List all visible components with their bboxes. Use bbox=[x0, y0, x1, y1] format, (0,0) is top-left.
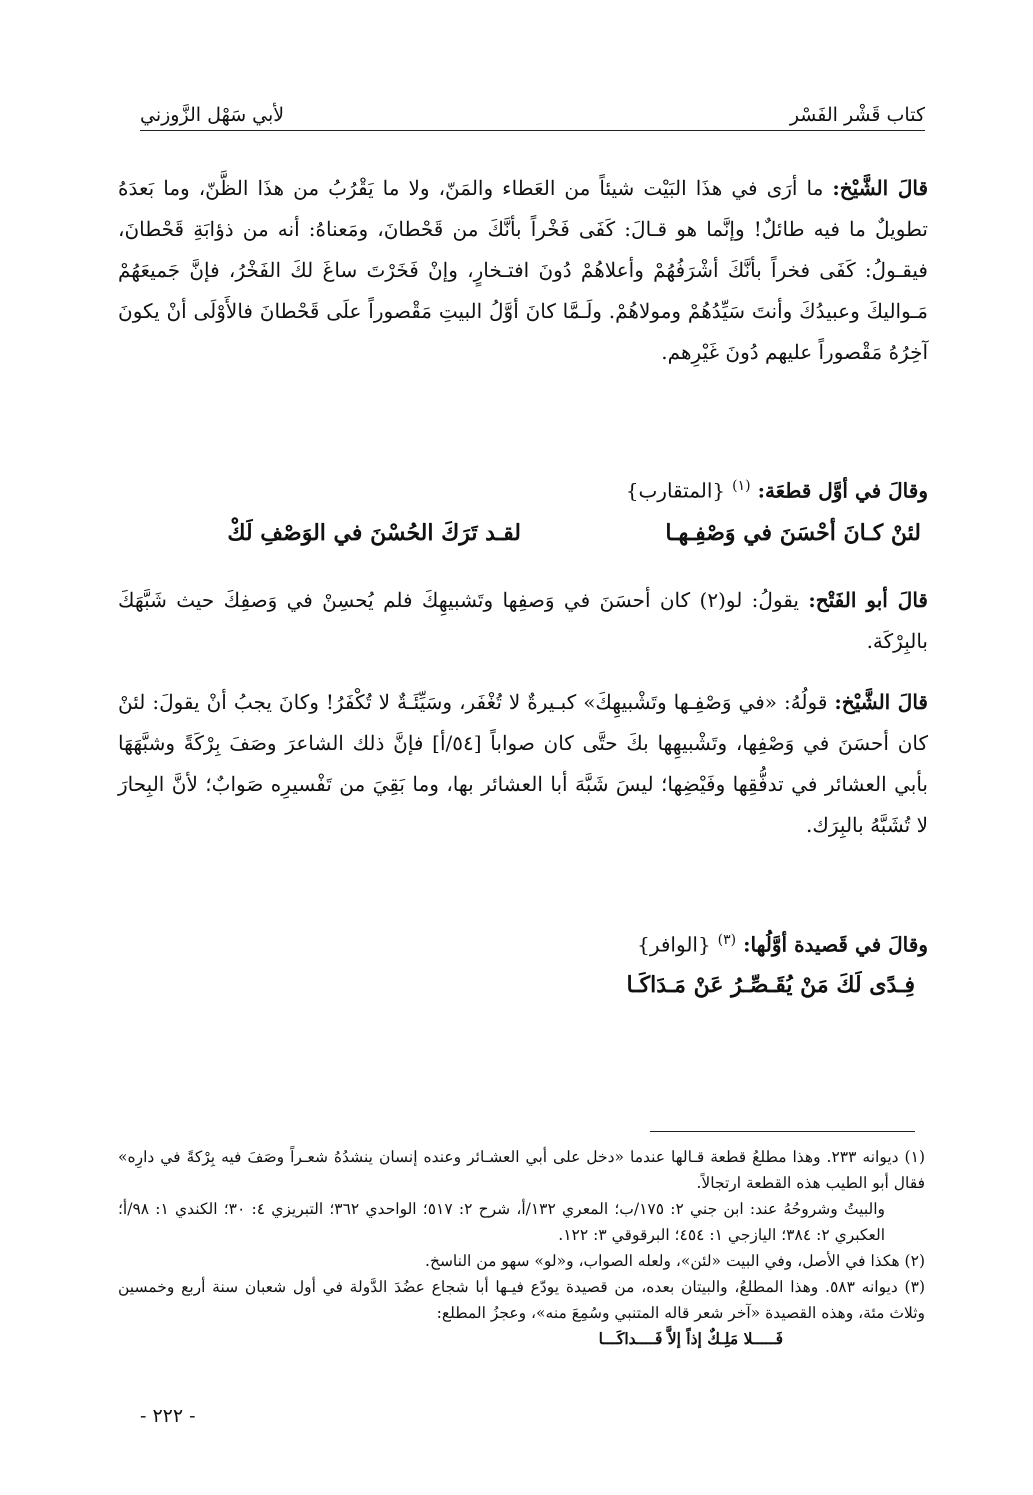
footnote-3-verse: فَـــــلا مَلِـكٌ إذاً إلاَّ فَــــداكَـــا bbox=[598, 1329, 783, 1348]
verse-hemistich-2: لقـد تَرَكَ الحُسْنَ في الوَصْفِ لَكْ bbox=[227, 520, 521, 546]
book-title: كتاب قَشْر الفَسْر bbox=[789, 104, 925, 126]
poem-intro-1 bbox=[626, 478, 928, 503]
footnote-ref: (١) bbox=[732, 478, 751, 494]
footnote-2: (٢) هكذا في الأصل، وفي البيت «لئن»، ولعله الصواب، و«لو» سهو من الناسخ. bbox=[425, 1252, 925, 1270]
footnote-3: (٣) ديوانه ٥٨٣. وهذا المطلعُ، والبيتان بعده، من قصيدة يودّع فيـها أبا شجاع عضُدَ الدَّولة في أول شعبان سنة أربع وخمسين وثلاث مئة، وهذه القصيدة «آخر شعر قاله المتنبي وسُمِعَ منه»، وعجزُ المطلع: bbox=[118, 1278, 925, 1322]
commentary-paragraph-3 bbox=[118, 682, 928, 846]
page-number: - ٢٢٢ - bbox=[140, 1405, 196, 1427]
intro-text: وقالَ في قَصيدة أوَّلُها: bbox=[743, 932, 928, 957]
commentary-paragraph-1 bbox=[118, 168, 928, 373]
speaker-label: قالَ الشَّيْخ: bbox=[832, 176, 929, 200]
poetic-meter: {المتقارب} bbox=[625, 478, 726, 503]
intro-text: وقالَ في أوَّل قطعَة: bbox=[757, 478, 928, 503]
footnote-ref: (٣) bbox=[717, 932, 737, 948]
speaker-label: قالَ الشَّيْخ: bbox=[834, 690, 928, 714]
poem-intro-2 bbox=[637, 932, 928, 957]
footnote-separator bbox=[650, 1131, 915, 1132]
commentary-paragraph-2 bbox=[118, 580, 928, 662]
speaker-label: قالَ أبو الفَتْح: bbox=[808, 588, 928, 612]
author-name: لأبي سَهْل الزَّوزني bbox=[140, 104, 285, 126]
poetic-meter: {الوافر} bbox=[637, 932, 711, 957]
footnote-1-sources: والبيتُ وشروحُهُ عند: ابن جني ٢: ١٧٥/ب؛ المعري ١٣٢/أ، شرح ٢: ٥١٧؛ الواحدي ٣٦٢؛ التبريزي ٤: ٣٠؛ الكندي ١: ٩٨/أ؛ العكبري ٢: ٣٨٤؛ اليازجي ١: ٤٥٤؛ البرقوقي ٣: ١٢٢. bbox=[118, 1200, 886, 1244]
verse-opening-line: فِـدًى لَكَ مَنْ يُقَـصِّـرُ عَنْ مَـدَاكَـا bbox=[626, 972, 915, 998]
running-header bbox=[140, 92, 925, 131]
paragraph-text: ما أرَى في هذَا البَيْت شيئاً من العَطاء والمَنّ، ولا ما يَقْرُبُ من هذَا الظَّنّ، وما بَعدَهُ تطويلٌ ما فيه طائلٌ! وإنَّما هو قـالَ: كَفَى فَخْراً بأنَّكَ من قَحْطانَ، ومَعناهُ: أنه من ذؤابَةِ قَحْطانَ، فيقـولُ: كَفَى فخراً بأنَّكَ أشْرَفُهُمْ وأعلاهُمْ دُونَ افتـخارٍ، وإنْ فَخَرْتَ ساغَ لكَ الفَخْرُ، فإنَّ جَميعَهُمْ مَـواليكَ وعبيدُكَ وأنتَ سَيِّدُهُمْ ومولاهُمْ. ولَـمَّا كانَ أوَّلُ البيتِ مَقْصوراً علَى قَحْطانَ فالأَوْلَى أنْ يكونَ آخِرُهُ مَقْصوراً عليهم دُونَ غَيْرِهم. bbox=[118, 176, 928, 364]
paragraph-text: يقولُ: لو(٢) كان أحسَنَ في وَصفِها وتَشبيهِكَ فلم يُحسِنْ في وَصفِكَ حيث شَبَّهَكَ بالبِرْكَة. bbox=[118, 588, 928, 653]
verse-hemistich-1: لئنْ كـانَ أحْسَنَ في وَصْفِـهـا bbox=[665, 520, 921, 546]
footnote-1: (١) ديوانه ٢٣٣. وهذا مطلعُ قطعة قـالها عندما «دخل على أبي العشـائر وعنده إنسان ينشدُهُ شعـراً وصَفَ فيه بِرْكةً في دارِه» فقال أبو الطيب هذه القطعة ارتجالاً. bbox=[118, 1148, 925, 1192]
paragraph-text: قولُهُ: «في وَصْفِـها وتَشْبيهِكَ» كبـيرةٌ لا تُغْفَر، وسَيِّئَـةٌ لا تُكْفَرُ! وكانَ يجبُ أنْ يقولَ: لئنْ كان أحسَنَ في وَصْفِها، وتَشْبيهِها بكَ حتَّى كان صواباً [٥٤/أ] فإنَّ ذلك الشاعرَ وصَفَ بِرْكَةً وشبَّهَهَا بأبي العشائر في تدفُّقِها وفَيْضِها؛ ليسَ شَبَّهَ أبا العشائر بها، وما بَقِيَ من تَفْسيرِه صَوابٌ؛ لأنَّ البِحارَ لا تُشَبَّهُ بالبِرَك. bbox=[118, 690, 928, 837]
